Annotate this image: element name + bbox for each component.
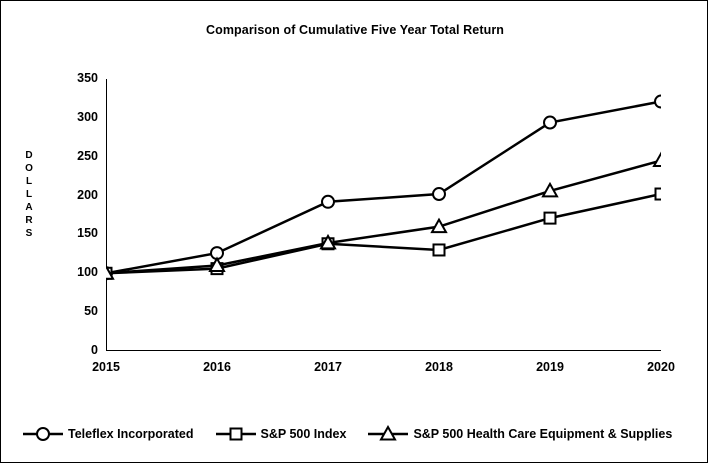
x-axis-tick-label: 2015 xyxy=(92,360,120,374)
chart-legend xyxy=(23,421,687,447)
y-axis-title-char: L xyxy=(25,189,33,200)
y-axis-title-char: L xyxy=(25,176,33,187)
x-axis-tick-label: 2018 xyxy=(425,360,453,374)
legend-marker-icon xyxy=(368,425,408,443)
x-axis-tick-label: 2016 xyxy=(203,360,231,374)
y-axis-title-char: A xyxy=(25,202,33,213)
marker-square xyxy=(545,213,556,224)
legend-marker-icon xyxy=(216,425,256,443)
marker-circle xyxy=(37,428,49,440)
legend-label: Teleflex Incorporated xyxy=(68,427,194,441)
series-line xyxy=(106,161,661,274)
marker-circle xyxy=(322,196,334,208)
chart-title: Comparison of Cumulative Five Year Total Return xyxy=(205,23,505,37)
y-axis-tick-label: 300 xyxy=(77,109,98,124)
y-axis-title xyxy=(19,149,39,240)
marker-circle xyxy=(544,117,556,129)
y-axis-tick-label: 50 xyxy=(84,304,98,319)
x-axis-tick-label: 2019 xyxy=(536,360,564,374)
plot-area xyxy=(106,79,661,351)
marker-triangle xyxy=(654,154,661,166)
y-axis-tick-label: 100 xyxy=(77,265,98,280)
marker-square xyxy=(434,244,445,255)
y-axis-title-char: O xyxy=(25,163,33,174)
x-axis-tick-label: 2017 xyxy=(314,360,342,374)
legend-marker-icon xyxy=(23,425,63,443)
y-axis-tick-label: 250 xyxy=(77,148,98,163)
marker-square xyxy=(230,429,241,440)
y-axis-tick-label: 200 xyxy=(77,187,98,202)
legend-item[interactable] xyxy=(216,425,347,443)
y-axis-tick-label: 150 xyxy=(77,226,98,241)
y-axis-tick-label: 0 xyxy=(91,343,98,357)
legend-label: S&P 500 Health Care Equipment & Supplies xyxy=(413,427,673,441)
legend-label: S&P 500 Index xyxy=(260,427,347,441)
legend-item[interactable] xyxy=(368,425,672,443)
y-axis-tick-label: 350 xyxy=(77,71,98,85)
y-axis-title-char: S xyxy=(25,228,33,239)
y-axis-title-char: D xyxy=(25,150,33,161)
marker-circle xyxy=(655,96,661,108)
marker-circle xyxy=(433,188,445,200)
legend-item[interactable] xyxy=(23,425,194,443)
marker-square xyxy=(656,189,662,200)
y-axis-title-char: R xyxy=(25,215,33,226)
x-axis-tick-label: 2020 xyxy=(647,360,675,374)
series-plot xyxy=(106,79,661,351)
